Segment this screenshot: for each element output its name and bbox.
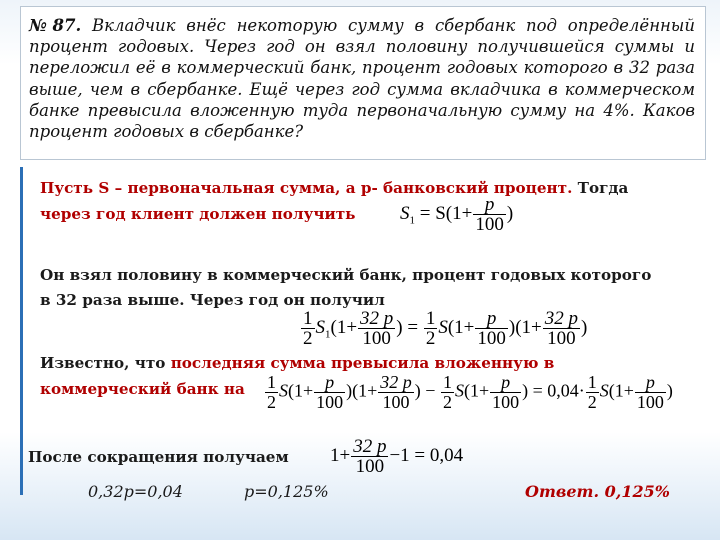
solution-line-4: в 32 раза выше. Через год он получил [40,291,385,309]
solution-line-1 [40,179,628,197]
solution-line-1-black: Тогда [572,179,629,197]
formula-s1: $S_1 = S(1+$ $\frac{p}{100}$ ) [400,194,514,235]
formula-commercial: $\frac{1}{2}$ $S_1(1+$ $\frac{32 p}{100}$ ) = $\frac{1}{2}$ S(1+ $\frac{p}{100}$ )(1+ $\frac{32 p}{100}$ ) [303,308,588,349]
problem-number: №87. [29,16,82,35]
solution-line-2: через год клиент должен получить [40,205,356,223]
solution-line-7: После сокращения получаем [28,448,289,466]
answer: Ответ. 0,125% [525,482,670,501]
formula-comparison: $\frac{1}{2}$ S(1+ $\frac{p}{100}$ )(1+ $\frac{32 p}{100}$ ) − $\frac{1}{2}$ S(1+ $\frac{p}{100}$ ) = 0,04· $\frac{1}{2}$ S(1+ $\frac{p}{100}$ ) [267,372,673,412]
solution-line-6: коммерческий банк на [40,380,245,398]
step-1: 0,32р=0,04 [88,482,183,501]
formula-result: 1+ $\frac{32 p}{100}$ −1 = 0,04 [330,436,464,477]
problem-text: Вкладчик внёс некоторую сумму в сбербанк под определённый процент годовых. Через год он взял половину получившейся суммы и переложил её в коммерческий банк, процент годовых которого в 32 раза выше, чем в сбербанке. Ещё через год сумма вкладчика в коммерческом банке превысила вложенную туда первоначальную сумму на 4%. Каков процент годовых в сбербанке? [29,16,695,142]
solution-line-3: Он взял половину в коммерческий банк, процент годовых которого [40,266,652,284]
step-2: р=0,125% [244,482,329,501]
solution-line-1-red: Пусть S – первоначальная сумма, а р- банковский процент. [40,179,573,197]
problem-statement [20,6,706,160]
solution-line-5: Известно, что последняя сумма превысила вложенную в [40,354,555,372]
